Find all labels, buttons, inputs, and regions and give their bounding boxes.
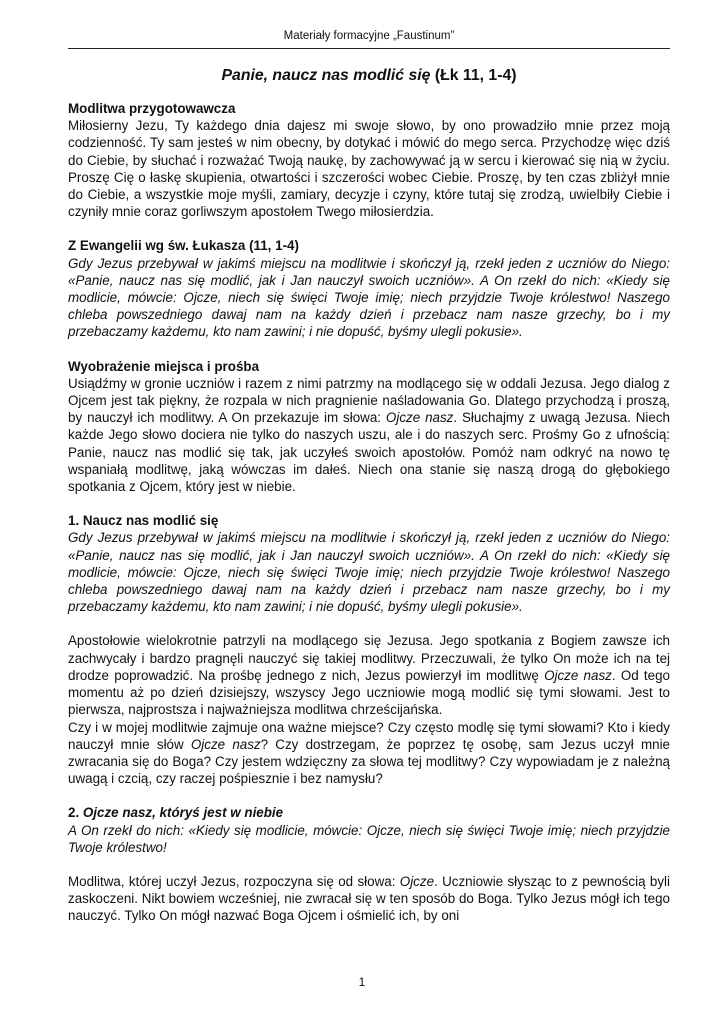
scripture-quote: Gdy Jezus przebywał w jakimś miejscu na modlitwie i skończył ją, rzekł jeden z uczniów do Niego: «Panie, naucz nas się modlić, jak i Jan nauczył swoich uczniów». A On rzekł do nich: «Kiedy się modlicie, mówcie: Ojcze, niech się święci Twoje imię; niech przyjdzie Twoje królestwo! Naszego chleba powszedniego dawaj nam na każdy dzień i przebacz nam nasze grzechy, bo i my przebaczamy każdemu, kto nam zawini; i nie dopuść, byśmy ulegli pokusie». (68, 530, 670, 615)
running-header: Materiały formacyjne „Faustinum” (283, 30, 455, 42)
text-run: Apostołowie wielokrotnie patrzyli na modlącego się Jezusa. Jego spotkania z Bogiem zawsze ich zachwycały i bardzo pragnęli nauczyć się takiej modlitwy. Przeczuwali, że tylko On może ich na tej drodze poprowadzić. Na prośbę jednego z nich, Jezus powierzył im modlitwę (68, 633, 670, 683)
section-place-and-request (68, 358, 670, 496)
page-content (68, 66, 670, 942)
paragraph (68, 375, 670, 495)
paragraph: Miłosierny Jezu, Ty każdego dnia dajesz mi swoje słowo, by ono prowadziło mnie przez moją codzienność. Ty sam jesteś w nim obecny, by dotykać i mówić do mego serca. Przychodzę więc dziś do Ciebie, by słuchać i rozważać Twoją naukę, by zachowywać ją w sercu i kierować się nią w życiu. Proszę Cię o łaskę skupienia, otwartości i szczerości wobec Ciebie. Proszę, by ten czas zbliżył mnie do Ciebie, a wszystkie moje myśli, zamiary, decyzje i czyny, które tutaj się zrodzą, uwielbiły Ciebie i czyniły mnie coraz gorliwszym apostołem Twego miłosierdzia. (68, 118, 670, 220)
text-run: . Od tego momentu aż po dzień dzisiejszy, wszyscy Jego uczniowie mogą modlić się tymi słowami. Jest to pierwsza, najprostsza i najważniejsza modlitwa chrześcijańska. (68, 667, 670, 718)
text-run: ? Czy dostrzegam, że poprzez tę osobę, sam Jezus uczył mnie zwracania się do Boga? Czy jestem wdzięczny za słowa tej modlitwy? Czy wypowiadam je z należną uwagą i czcią, czy raczej pośpiesznie i bez namysłu? (68, 736, 671, 787)
section-preparatory-prayer (68, 100, 670, 220)
emphasis: Ojcze nasz (544, 667, 612, 683)
section-2 (68, 804, 670, 924)
section-heading: Wyobrażenie miejsca i prośba (68, 358, 260, 374)
title-reference: (Łk 11, 1-4) (434, 67, 517, 84)
title-main: Panie, naucz nas modlić się (221, 67, 431, 84)
document-title (68, 66, 670, 86)
text-run: Usiądźmy w gronie uczniów i razem z nimi patrzmy na modlącego się w oddali Jezusa. Jego dialog z Ojcem jest tak piękny, że rozpala w nich pragnienie naśladowania Go. Dlatego przychodzą i proszą, by nauczył ich modlitwy. A On przekazuje im słowa: (68, 375, 670, 426)
section-gospel (68, 237, 670, 340)
section-heading: Z Ewangelii wg św. Łukasza (11, 1-4) (68, 238, 299, 254)
text-run: . Słuchajmy z uwagą Jezusa. Niech każde Jego słowo dociera nie tylko do naszych uszu, ale i do naszych serc. Prośmy Go z ufnością: Panie, naucz nas modlić się tak, jak uczyłeś swoich apostołów. Pomóż nam odkryć na nowo tę wspaniałą modlitwę, jaką wówczas im dałeś. Niech ona stanie się naszą drogą do głębokiego spotkania z Ojcem, który jest w niebie. (68, 410, 670, 495)
heading-text: Ojcze nasz, któryś jest w niebie (82, 805, 284, 821)
emphasis: Ojcze (399, 873, 435, 889)
heading-number: 2. (68, 805, 83, 821)
paragraph (68, 719, 670, 788)
paragraph (68, 632, 670, 718)
page-number: 1 (358, 975, 366, 989)
section-1 (68, 512, 670, 787)
section-heading: Modlitwa przygotowawcza (68, 101, 236, 116)
paragraph (68, 873, 670, 925)
text-run: . Uczniowie słysząc to z pewnością byli zaskoczeni. Nikt bowiem wcześniej, nie zwracał się w ten sposób do Boga. Tylko Jezus mógł ich tego nauczyć. Tylko On mógł nazwać Boga Ojcem i ośmielić ich, by oni (68, 873, 670, 924)
scripture-quote: Gdy Jezus przebywał w jakimś miejscu na modlitwie i skończył ją, rzekł jeden z uczniów do Niego: «Panie, naucz nas się modlić, jak i Jan nauczył swoich uczniów». A On rzekł do nich: «Kiedy się modlicie, mówcie: Ojcze, niech się święci Twoje imię; niech przyjdzie Twoje królestwo! Naszego chleba powszedniego dawaj nam na każdy dzień i przebacz nam nasze grzechy, bo i my przebaczamy każdemu, kto nam zawini; i nie dopuść, byśmy ulegli pokusie». (68, 255, 670, 340)
text-run: Modlitwa, której uczył Jezus, rozpoczyna się od słowa: (68, 873, 400, 889)
header-rule (68, 48, 670, 49)
scripture-quote: A On rzekł do nich: «Kiedy się modlicie, mówcie: Ojcze, niech się święci Twoje imię; niech przyjdzie Twoje królestwo! (68, 822, 670, 855)
section-heading: 1. Naucz nas modlić się (68, 513, 219, 529)
emphasis: Ojcze nasz (385, 410, 454, 426)
text-run: Czy i w mojej modlitwie zajmuje ona ważne miejsce? Czy często modlę się tymi słowami? Kto i kiedy nauczył mnie słów (68, 719, 670, 752)
section-heading (68, 804, 670, 821)
emphasis: Ojcze nasz (190, 736, 261, 752)
